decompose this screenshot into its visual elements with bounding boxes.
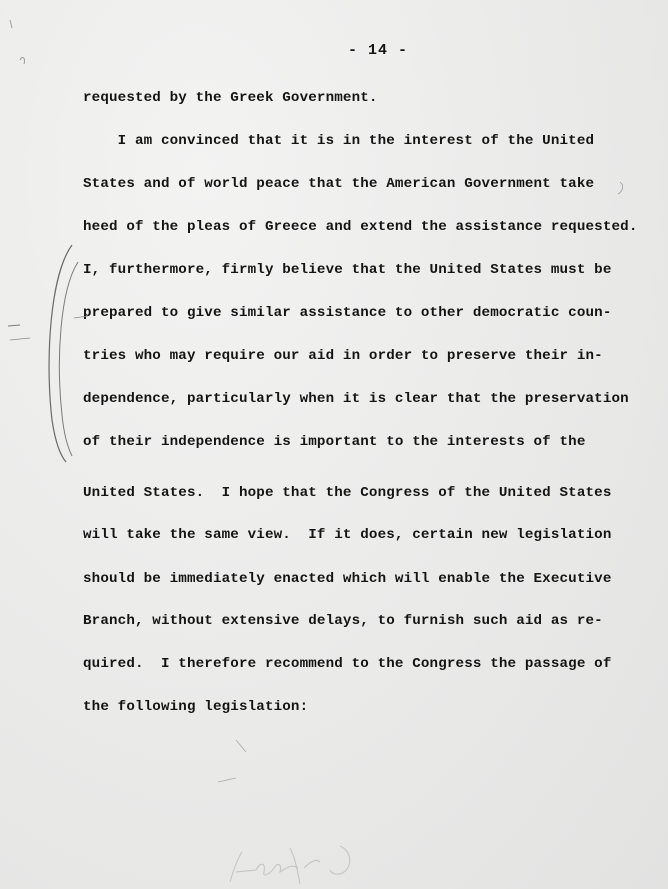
text-line: Branch, without extensive delays, to furnish such aid as re- [83,613,603,629]
handwritten-initials-icon [220,838,420,889]
page-number: - 14 - [348,42,409,59]
text-line: the following legislation: [83,699,309,715]
text-line: prepared to give similar assistance to other democratic coun- [83,305,612,321]
text-line: will take the same view. If it does, certain new legislation [83,527,612,543]
text-line: United States. I hope that the Congress of the United States [83,485,612,501]
text-line: heed of the pleas of Greece and extend the assistance requested. [83,219,638,235]
text-line: I am convinced that it is in the interest of the United [83,133,595,149]
text-line: States and of world peace that the American Government take [83,176,595,192]
text-line: should be immediately enacted which will enable the Executive [83,571,612,587]
text-line: of their independence is important to the interests of the [83,434,586,450]
text-line: requested by the Greek Government. [83,90,378,106]
text-line: tries who may require our aid in order to preserve their in- [83,348,603,364]
text-line: quired. I therefore recommend to the Congress the passage of [83,656,612,672]
text-line: I, furthermore, firmly believe that the United States must be [83,262,612,278]
text-line: dependence, particularly when it is clear that the preservation [83,391,629,407]
